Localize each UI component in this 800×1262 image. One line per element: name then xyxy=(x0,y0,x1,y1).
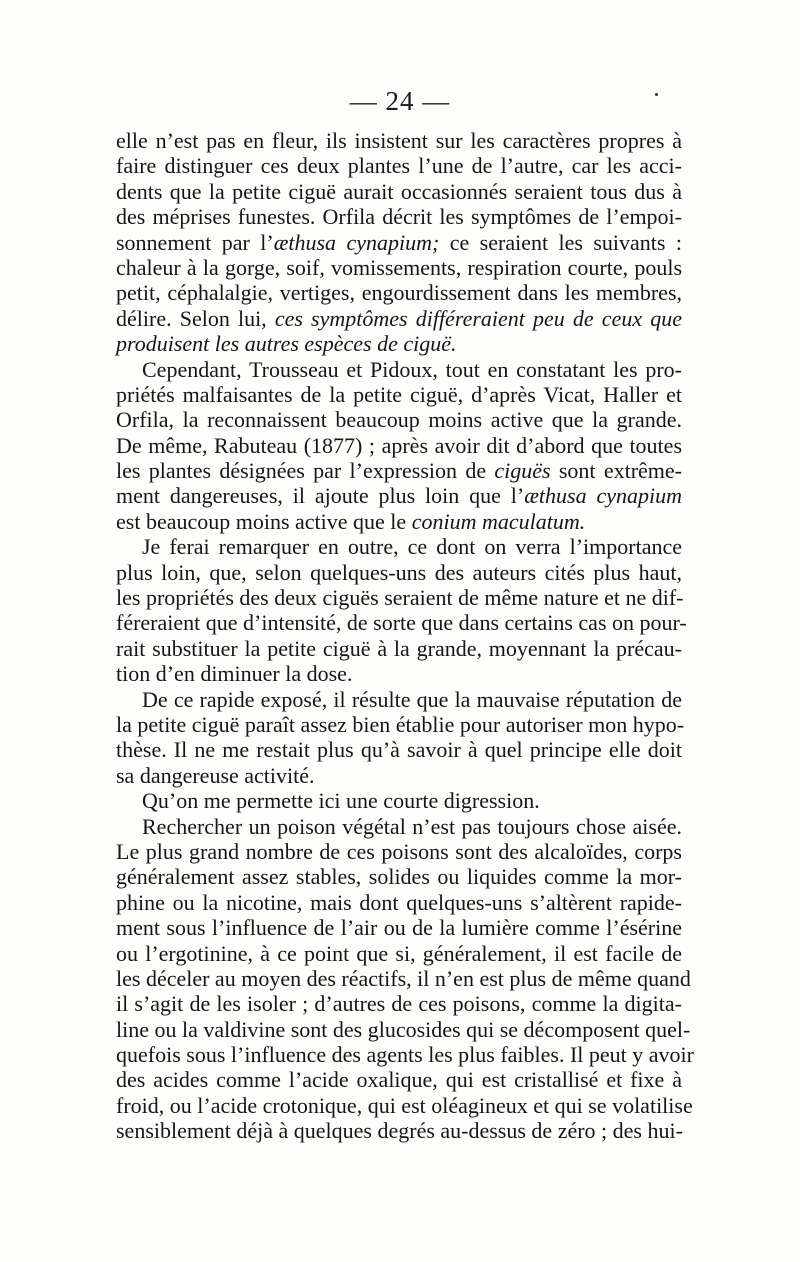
text-line: des méprises funestes. Orfila décrit les symptômes de l’empoi- xyxy=(116,204,682,230)
text-line: tion d’en diminuer la dose. xyxy=(116,661,353,687)
text-line xyxy=(116,509,682,534)
italic-text: conium maculatum. xyxy=(411,508,586,534)
italic-text: æthusa cynapium xyxy=(524,483,682,509)
italic-text: ces symptômes différeraient peu de ceux que xyxy=(274,305,683,331)
text-line: froid, ou l’acide crotonique, qui est oléagineux et qui se volatilise xyxy=(116,1092,693,1118)
text-line: féreraient que d’intensité, de sorte que dans certains cas on pour- xyxy=(116,610,687,636)
text-line: quefois sous l’influence des agents les plus faibles. Il peut y avoir xyxy=(116,1042,694,1068)
text-line: rait substituer la petite ciguë à la grande, moyennant la précau- xyxy=(116,635,682,661)
text-run: sonnement par l’ xyxy=(116,229,274,255)
text-line: des acides comme l’acide oxalique, qui est cristallisé et fixe à xyxy=(116,1067,682,1093)
text-line: Rechercher un poison végétal n’est pas toujours chose aisée. xyxy=(142,813,682,839)
text-line xyxy=(116,458,682,483)
text-line: la petite ciguë paraît assez bien établie pour autoriser mon hypo- xyxy=(116,711,685,737)
text-line xyxy=(116,483,682,508)
text-line: Je ferai remarquer en outre, ce dont on verra l’importance xyxy=(142,534,682,560)
italic-text: æthusa cynapium; xyxy=(273,229,440,255)
text-line: Orfila, la reconnaissent beaucoup moins active que la grande. xyxy=(116,407,682,433)
italic-text: ciguës xyxy=(494,458,551,484)
body-text xyxy=(116,128,694,1144)
text-line xyxy=(116,331,682,356)
text-run: sont extrême- xyxy=(550,458,682,484)
text-run: ce seraient les suivants : xyxy=(439,229,682,255)
text-line: De ce rapide exposé, il résulte que la mauvaise réputation de xyxy=(142,686,682,712)
text-line: line ou la valdivine sont des glucosides qui se décomposent quel- xyxy=(116,1016,691,1042)
text-line xyxy=(116,306,682,331)
text-line: Qu’on me permette ici une courte digression. xyxy=(142,788,540,814)
text-line: il s’agit de les isoler ; d’autres de ces poisons, comme la digita- xyxy=(116,991,682,1017)
text-line: Le plus grand nombre de ces poisons sont des alcaloïdes, corps xyxy=(116,838,682,864)
text-line: phine ou la nicotine, mais dont quelques-uns s’altèrent rapide- xyxy=(116,889,682,915)
text-line: De même, Rabuteau (1877) ; après avoir dit d’abord que toutes xyxy=(116,432,682,458)
text-line: Cependant, Trousseau et Pidoux, tout en constatant les pro- xyxy=(142,356,682,382)
text-line: thèse. Il ne me restait plus qu’à savoir à quel principe elle doit xyxy=(116,737,682,763)
text-line: petit, céphalalgie, vertiges, engourdissement dans les membres, xyxy=(116,280,682,306)
text-run: les plantes désignées par l’expression de xyxy=(116,458,495,484)
text-run: est beaucoup moins active que le xyxy=(116,508,412,534)
text-line: faire distinguer ces deux plantes l’une de l’autre, car les acci- xyxy=(116,153,682,179)
text-line xyxy=(116,230,682,255)
text-run: délire. Selon lui, xyxy=(116,305,275,331)
text-run: ment dangereuses, il ajoute plus loin que l’ xyxy=(116,483,525,509)
text-line: plus loin, que, selon quelques-uns des auteurs cités plus haut, xyxy=(116,559,682,585)
text-line: elle n’est pas en fleur, ils insistent sur les caractères propres à xyxy=(116,128,682,153)
text-line: dents que la petite ciguë aurait occasionnés seraient tous dus à xyxy=(116,178,682,204)
italic-text: produisent les autres espèces de ciguë. xyxy=(116,331,457,357)
page-number: — 24 — xyxy=(349,86,451,116)
print-speck xyxy=(655,93,658,96)
text-line: chaleur à la gorge, soif, vomissements, respiration courte, pouls xyxy=(116,254,682,280)
text-line: généralement assez stables, solides ou liquides comme la mor- xyxy=(116,864,682,890)
text-line: priétés malfaisantes de la petite ciguë, d’après Vicat, Haller et xyxy=(116,381,682,407)
text-line: sensiblement déjà à quelques degrés au-dessus de zéro ; des hui- xyxy=(116,1118,683,1144)
text-line: ment sous l’influence de l’air ou de la lumière comme l’ésérine xyxy=(116,915,682,941)
text-line: les déceler au moyen des réactifs, il n’en est plus de même quand xyxy=(116,965,691,991)
text-line: ou l’ergotinine, à ce point que si, généralement, il est facile de xyxy=(116,940,682,966)
text-line: sa dangereuse activité. xyxy=(116,762,315,788)
text-line: les propriétés des deux ciguës seraient de même nature et ne dif- xyxy=(116,585,684,611)
